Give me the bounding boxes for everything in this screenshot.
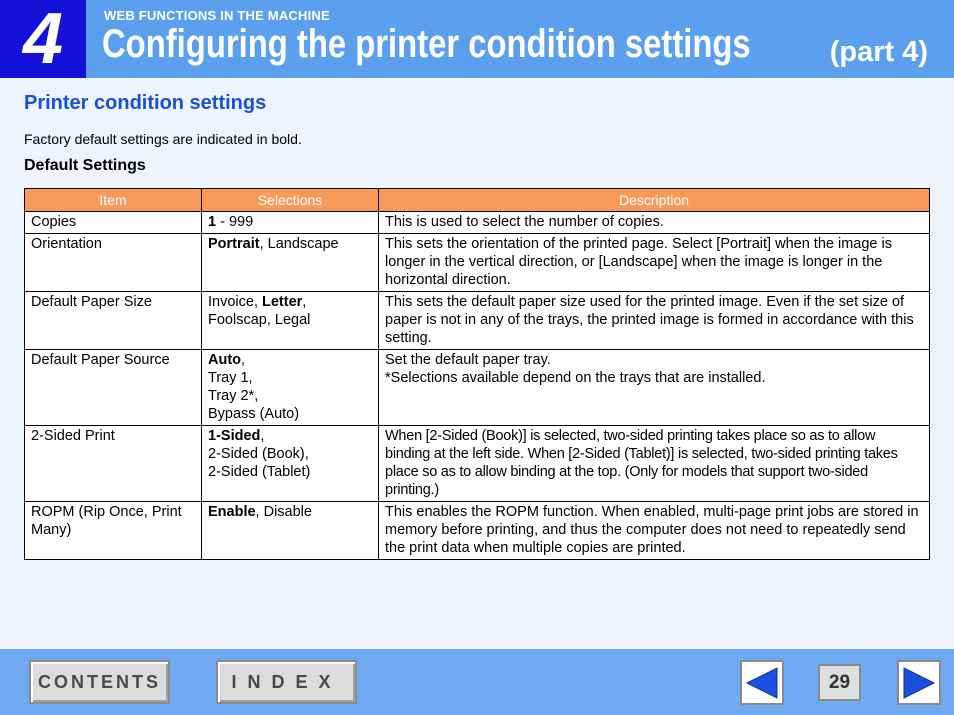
table-row (25, 212, 930, 234)
item-cell: Default Paper Source (25, 350, 202, 426)
description-cell (379, 426, 930, 502)
selection-text: - 999 (216, 214, 254, 230)
column-header-item: Item (25, 189, 202, 212)
item-cell: Copies (25, 212, 202, 234)
selections-cell (202, 502, 379, 560)
default-selection: Enable (208, 504, 256, 520)
description-text: This sets the default paper size used for the printed image. Even if the set size of paper is not in any of the trays, the printed image is formed in accordance with this setting. (385, 294, 914, 346)
table-row (25, 426, 930, 502)
selection-text: , (302, 294, 307, 310)
description-cell (379, 292, 930, 350)
selection-text: Invoice, (208, 294, 262, 310)
selection-line: 2-Sided (Tablet) (208, 464, 311, 480)
default-selection: 1 (208, 214, 217, 230)
item-cell: 2-Sided Print (25, 426, 202, 502)
selections-cell (202, 350, 379, 426)
column-header-selections: Selections (202, 189, 379, 212)
default-selection: Letter (262, 294, 303, 310)
description-text: *Selections available depend on the trays that are installed. (385, 370, 766, 386)
selection-line (208, 235, 372, 253)
contents-button[interactable]: CONTENTS (29, 660, 170, 704)
selections-cell (202, 426, 379, 502)
description-text: This sets the orientation of the printed page. Select [Portrait] when the image is longer in the vertical direction, or [Landscape] when the image is longer in the horizontal direction. (385, 236, 892, 288)
left-arrow-icon (745, 666, 779, 700)
subheading: Printer condition settings (24, 92, 267, 114)
main-content (24, 92, 930, 560)
selection-line (208, 213, 372, 231)
selection-line: 2-Sided (Book), (208, 446, 309, 462)
table-row (25, 502, 930, 560)
selection-line: Tray 1, (208, 370, 253, 386)
description-text: This enables the ROPM function. When enabled, multi-page print jobs are stored in memory before printing, and thus the computer does not need to repeatedly send the print data when multiple copies are printed. (385, 504, 919, 556)
selection-line: Bypass (Auto) (208, 406, 300, 422)
description-cell (379, 502, 930, 560)
part-label: (part 4) (829, 36, 928, 68)
selection-line: Foolscap, Legal (208, 312, 311, 328)
selection-text: , Landscape (259, 236, 339, 252)
table-row (25, 350, 930, 426)
selection-line (208, 351, 372, 369)
selection-line (208, 503, 372, 521)
table-row (25, 292, 930, 350)
description-text: This is used to select the number of copies. (385, 214, 664, 230)
settings-table (24, 188, 930, 560)
item-cell: ROPM (Rip Once, Print Many) (25, 502, 202, 560)
selection-text: , Disable (255, 504, 312, 520)
item-cell: Default Paper Size (25, 292, 202, 350)
description-cell (379, 234, 930, 292)
default-selection: Portrait (208, 236, 260, 252)
selection-text: , (241, 352, 246, 368)
page-footer (0, 649, 954, 715)
page-title: Configuring the printer condition settings (102, 22, 751, 66)
table-header-row (25, 189, 930, 212)
selection-line: Tray 2*, (208, 388, 259, 404)
default-selection: 1-Sided (208, 428, 261, 444)
description-cell (379, 212, 930, 234)
selections-cell (202, 234, 379, 292)
index-button[interactable]: INDEX (216, 660, 357, 704)
selections-cell (202, 212, 379, 234)
chapter-number: 4 (0, 0, 86, 78)
item-cell: Orientation (25, 234, 202, 292)
page-number: 29 (818, 664, 861, 701)
previous-page-button[interactable] (740, 660, 784, 705)
bold-default-note: Factory default settings are indicated in bold. (24, 131, 302, 147)
table-row (25, 234, 930, 292)
description-text: Set the default paper tray. (385, 352, 551, 368)
description-text: When [2-Sided (Book)] is selected, two-sided printing takes place so as to allow binding at the left side. When [2-Sided (Tablet)] is selected, two-sided printing takes place so as to allow binding at the top. (Only for models that support two-sided printing.) (385, 428, 898, 498)
selection-text: , (260, 428, 265, 444)
description-cell (379, 350, 930, 426)
section-label: WEB FUNCTIONS IN THE MACHINE (104, 8, 330, 23)
page-header (0, 0, 954, 78)
table-title: Default Settings (24, 157, 146, 174)
selections-cell (202, 292, 379, 350)
selection-line (208, 427, 372, 445)
default-selection: Auto (208, 352, 242, 368)
column-header-description: Description (379, 189, 930, 212)
next-page-button[interactable] (897, 660, 941, 705)
right-arrow-icon (902, 666, 936, 700)
